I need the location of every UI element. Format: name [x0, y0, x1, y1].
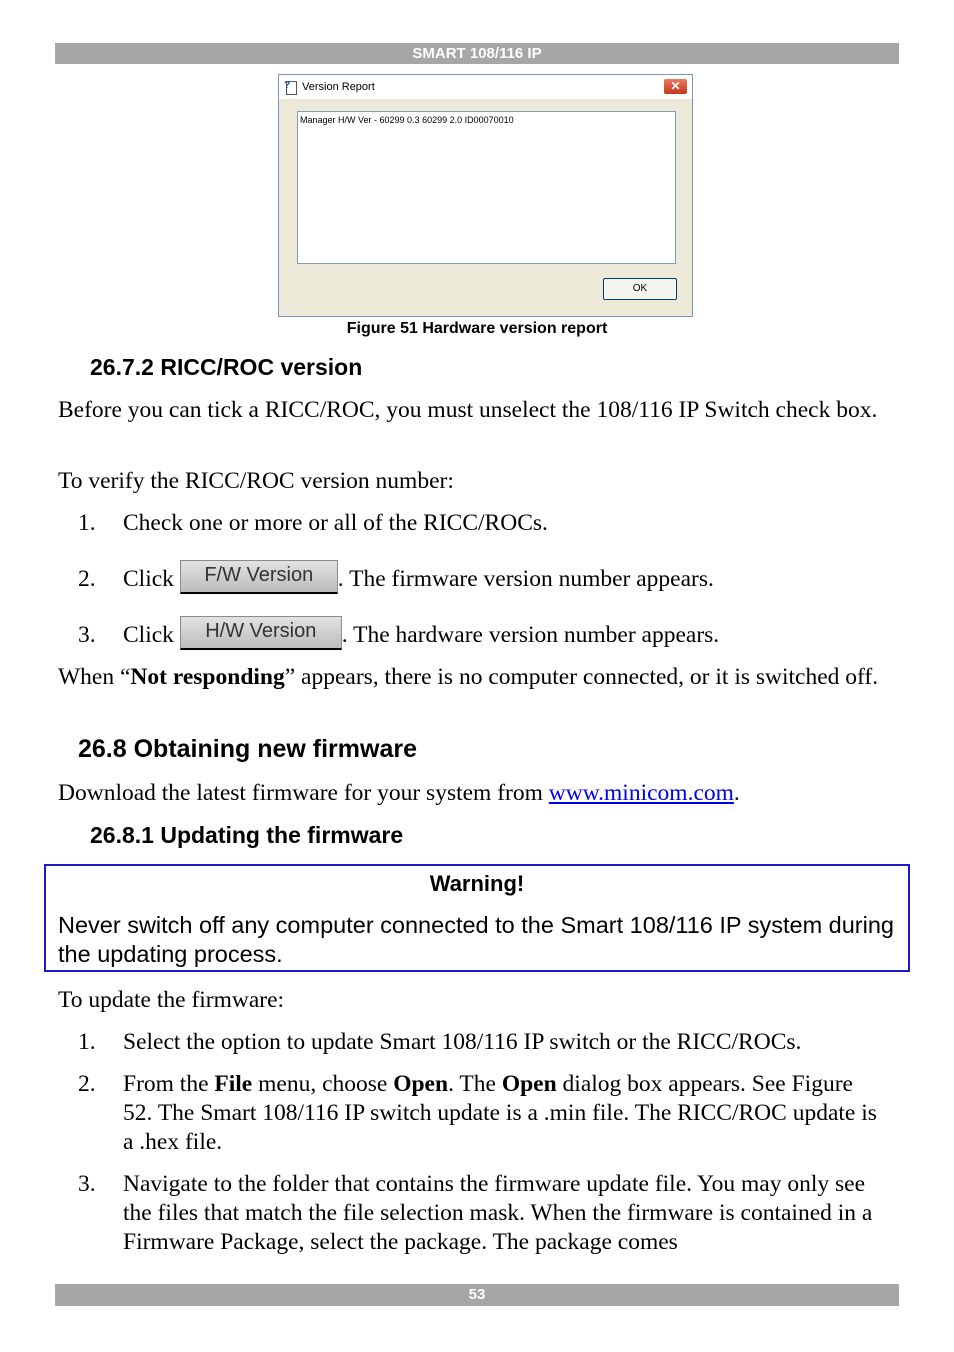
- list-number: 3.: [78, 622, 96, 648]
- list-text: [123, 621, 883, 650]
- click-word: Click: [123, 622, 180, 648]
- version-text-area[interactable]: Manager H/W Ver - 60299 0.3 60299 2.0 ID00070010: [297, 111, 676, 264]
- open-dialog-term: Open: [501, 1071, 557, 1097]
- list-text: Navigate to the folder that contains the firmware update file. You may only see the files that match the file selection mask. When the firmware is contained in a Firmware Package, select the package. The package comes: [123, 1171, 873, 1255]
- app-icon: ?: [284, 80, 298, 94]
- list-number: 1.: [78, 1029, 96, 1055]
- list-number: 2.: [78, 566, 96, 592]
- warning-text: Never switch off any computer connected to the Smart 108/116 IP system during the updating process.: [58, 912, 894, 967]
- list-text: Select the option to update Smart 108/116 IP switch or the RICC/ROCs.: [123, 1029, 802, 1055]
- figure-caption: Figure 51 Hardware version report: [346, 320, 608, 337]
- list-text: From the File menu, choose Open. The Open dialog box appears. See Figure 52. The Smart 108/116 IP switch update is a .min file. The RICC/ROC update is a .hex file.: [123, 1071, 877, 1155]
- section-heading-2681: 26.8.1 Updating the firmware: [90, 822, 404, 848]
- list-number: 1.: [78, 510, 96, 536]
- minicom-link[interactable]: www.minicom.com: [548, 780, 734, 806]
- page-header: SMART 108/116 IP: [55, 43, 899, 64]
- dialog-titlebar: [279, 75, 692, 99]
- step-text: . The firmware version number appears.: [337, 566, 714, 592]
- page-number: 53: [55, 1284, 899, 1306]
- list-text: Check one or more or all of the RICC/ROCs.: [123, 510, 548, 536]
- ok-button[interactable]: OK: [603, 278, 677, 300]
- hw-version-button[interactable]: H/W Version: [180, 616, 342, 650]
- file-menu-term: File: [214, 1071, 253, 1097]
- verify-paragraph: To verify the RICC/ROC version number:: [58, 468, 454, 494]
- version-report-dialog: [278, 74, 693, 317]
- warning-title: Warning!: [429, 871, 525, 896]
- download-paragraph: Download the latest firmware for your system from www.minicom.com.: [58, 780, 740, 806]
- dialog-title: Version Report: [302, 81, 375, 93]
- not-responding-note: When “Not responding” appears, there is no computer connected, or it is switched off.: [58, 664, 879, 690]
- warning-box: [44, 864, 910, 972]
- close-icon[interactable]: ✕: [663, 78, 688, 95]
- not-responding-term: Not responding: [130, 664, 285, 690]
- section-heading-2672: 26.7.2 RICC/ROC version: [90, 354, 363, 380]
- list-text: [123, 565, 883, 594]
- list-number: 3.: [78, 1171, 96, 1197]
- fw-version-button[interactable]: F/W Version: [180, 560, 338, 594]
- click-word: Click: [123, 566, 180, 592]
- step-text: . The hardware version number appears.: [341, 622, 720, 648]
- section-heading-268: 26.8 Obtaining new firmware: [78, 735, 417, 763]
- update-intro: To update the firmware:: [58, 987, 285, 1013]
- intro-paragraph: Before you can tick a RICC/ROC, you must unselect the 108/116 IP Switch check box.: [58, 397, 878, 423]
- open-term: Open: [393, 1071, 449, 1097]
- list-number: 2.: [78, 1071, 96, 1097]
